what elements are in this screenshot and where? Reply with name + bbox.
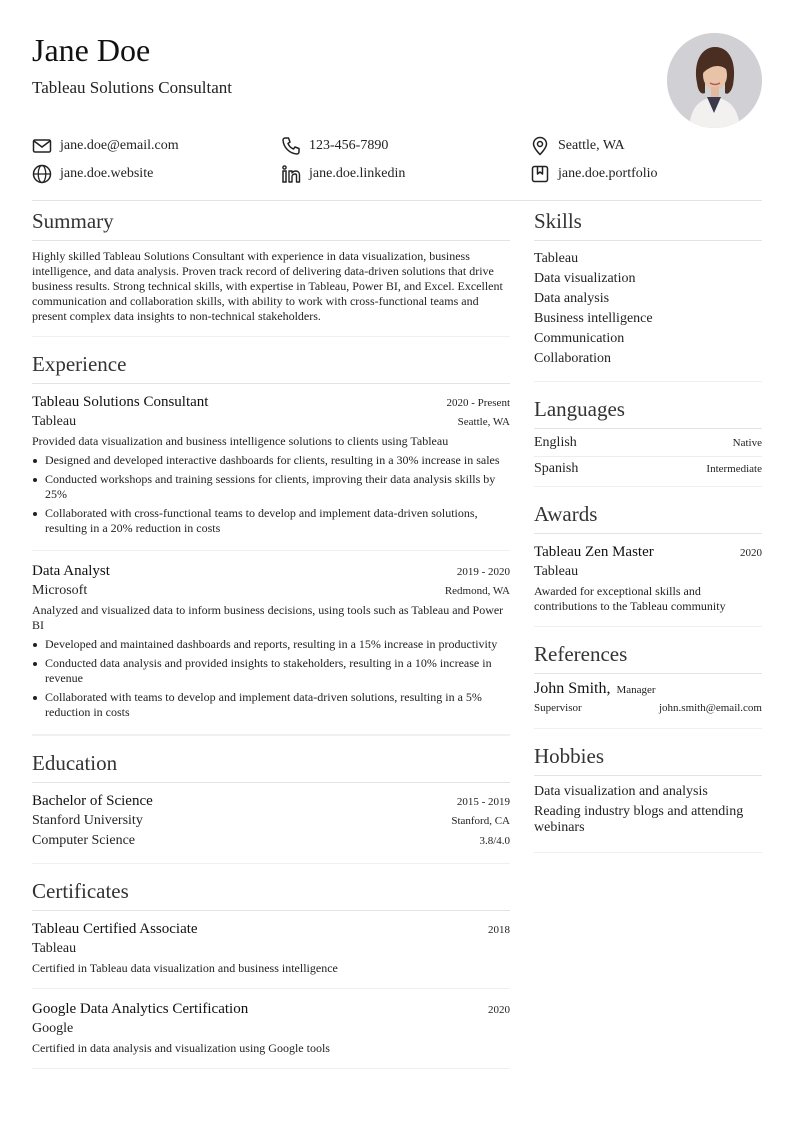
language-item: [534, 457, 762, 482]
certificates-section: [32, 877, 510, 1069]
hobby-item: Reading industry blogs and attending webinars: [534, 804, 744, 835]
language-item: [534, 431, 762, 457]
award-description: Awarded for exceptional skills and contributions to the Tableau community: [534, 584, 726, 613]
award-issuer: Tableau: [534, 564, 579, 579]
candidate-title: Tableau Solutions Consultant: [32, 78, 232, 97]
header-divider: [32, 200, 762, 201]
contact-email[interactable]: [32, 134, 179, 158]
education-gpa: 3.8/4.0: [479, 835, 510, 847]
skills-section: [534, 207, 762, 382]
linkedin-icon: [281, 164, 301, 184]
contact-portfolio[interactable]: [530, 162, 658, 186]
contact-location-text: Seattle, WA: [558, 138, 625, 153]
profile-photo: [667, 33, 762, 128]
job-achievements: [32, 637, 510, 720]
awards-heading: Awards: [534, 500, 762, 534]
achievement-item: Conducted workshops and training sessions for clients, improving their data analysis skills by 25%: [32, 472, 510, 502]
left-column: [32, 207, 510, 1082]
skill-item: Data visualization: [534, 271, 636, 286]
certificate-issuer: Google: [32, 1021, 74, 1036]
certificates-heading: Certificates: [32, 877, 510, 911]
achievement-item: Collaborated with teams to develop and implement data-driven solutions, resulting in a 5% reduction in costs: [32, 690, 510, 720]
job-location: Seattle, WA: [457, 416, 510, 428]
job-company: Tableau: [32, 414, 77, 429]
job-description: Provided data visualization and business intelligence solutions to clients using Tableau: [32, 434, 449, 448]
summary-heading: Summary: [32, 207, 510, 241]
education-location: Stanford, CA: [451, 815, 510, 827]
language-name: Spanish: [534, 461, 579, 476]
skill-item: Data analysis: [534, 291, 610, 306]
job-achievements: [32, 453, 510, 536]
globe-icon: [32, 164, 52, 184]
profile-photo-image: [667, 33, 762, 128]
award-name: Tableau Zen Master: [534, 544, 654, 560]
certificate-item: [32, 919, 510, 989]
portfolio-bookmark-icon: [530, 164, 550, 184]
certificate-issuer: Tableau: [32, 941, 77, 956]
language-level: Native: [732, 437, 762, 449]
certificate-name: Google Data Analytics Certification: [32, 1001, 249, 1017]
achievement-item: Designed and developed interactive dashboards for clients, resulting in a 30% increase in sales: [32, 453, 510, 468]
achievement-item: Developed and maintained dashboards and reports, resulting in a 15% increase in productivity: [32, 637, 510, 652]
summary-section: [32, 207, 510, 337]
skill-item: Collaboration: [534, 351, 611, 366]
reference-relation: Supervisor: [534, 702, 582, 714]
certificate-name: Tableau Certified Associate: [32, 921, 198, 937]
job-location: Redmond, WA: [444, 585, 510, 597]
contact-location: [530, 134, 625, 158]
contact-portfolio-text: jane.doe.portfolio: [558, 166, 658, 181]
education-school: Stanford University: [32, 813, 143, 828]
hobby-item: Data visualization and analysis: [534, 784, 708, 799]
experience-item: [32, 392, 510, 551]
contact-phone[interactable]: [281, 134, 388, 158]
job-dates: 2019 - 2020: [456, 566, 510, 578]
education-section: [32, 749, 510, 864]
certificate-year: 2018: [488, 924, 510, 936]
mail-icon: [32, 136, 52, 156]
contact-linkedin[interactable]: [281, 162, 405, 186]
phone-icon: [281, 136, 301, 156]
experience-section: [32, 350, 510, 736]
languages-section: [534, 395, 762, 487]
education-degree: Bachelor of Science: [32, 793, 153, 809]
experience-item: [32, 561, 510, 735]
contact-linkedin-text: jane.doe.linkedin: [309, 166, 406, 181]
education-field: Computer Science: [32, 833, 136, 848]
references-section: [534, 640, 762, 729]
contact-email-text: jane.doe@email.com: [60, 138, 179, 153]
reference-email[interactable]: john.smith@email.com: [658, 702, 762, 714]
language-level: Intermediate: [706, 463, 762, 475]
skill-item: Communication: [534, 331, 625, 346]
certificate-description: Certified in data analysis and visualization using Google tools: [32, 1041, 330, 1055]
job-description: Analyzed and visualized data to inform business decisions, using tools such as Tableau and Power BI: [32, 603, 504, 632]
right-column: [534, 207, 762, 866]
skill-item: Tableau: [534, 251, 579, 266]
summary-text: Highly skilled Tableau Solutions Consultant with experience in data visualization, business intelligence, and data analysis. Proven track record of delivering data-driven solutions that drive business results. Strong technical skills, with expertise in Tableau, Power BI, and Excel. Excellent communication and collaboration skills, with ability to work with cross-functional teams and present complex data insights to non-technical stakeholders.: [32, 249, 503, 323]
education-dates: 2015 - 2019: [456, 796, 510, 808]
hobbies-heading: Hobbies: [534, 742, 762, 776]
education-heading: Education: [32, 749, 510, 783]
job-dates: 2020 - Present: [446, 397, 510, 409]
contact-website[interactable]: [32, 162, 153, 186]
languages-heading: Languages: [534, 395, 762, 429]
experience-heading: Experience: [32, 350, 510, 384]
candidate-name: Jane Doe: [32, 32, 151, 68]
reference-title: Manager: [616, 684, 656, 696]
job-role: Data Analyst: [32, 563, 110, 579]
award-year: 2020: [740, 547, 762, 559]
contact-phone-text: 123-456-7890: [309, 138, 389, 153]
certificate-year: 2020: [488, 1004, 510, 1016]
job-role: Tableau Solutions Consultant: [32, 394, 209, 410]
reference-name: John Smith,: [534, 680, 611, 697]
achievement-item: Collaborated with cross-functional teams to develop and implement data-driven solutions, resulting in a 20% reduction in costs: [32, 506, 510, 536]
certificate-item: [32, 999, 510, 1069]
references-heading: References: [534, 640, 762, 674]
skills-heading: Skills: [534, 207, 762, 241]
awards-section: [534, 500, 762, 627]
skill-item: Business intelligence: [534, 311, 653, 326]
hobbies-section: [534, 742, 762, 853]
job-company: Microsoft: [32, 583, 88, 598]
language-name: English: [534, 435, 577, 450]
certificate-description: Certified in Tableau data visualization and business intelligence: [32, 961, 338, 975]
location-pin-icon: [530, 136, 550, 156]
contact-website-text: jane.doe.website: [60, 166, 154, 181]
achievement-item: Conducted data analysis and provided insights to stakeholders, resulting in a 10% increase in revenue: [32, 656, 510, 686]
